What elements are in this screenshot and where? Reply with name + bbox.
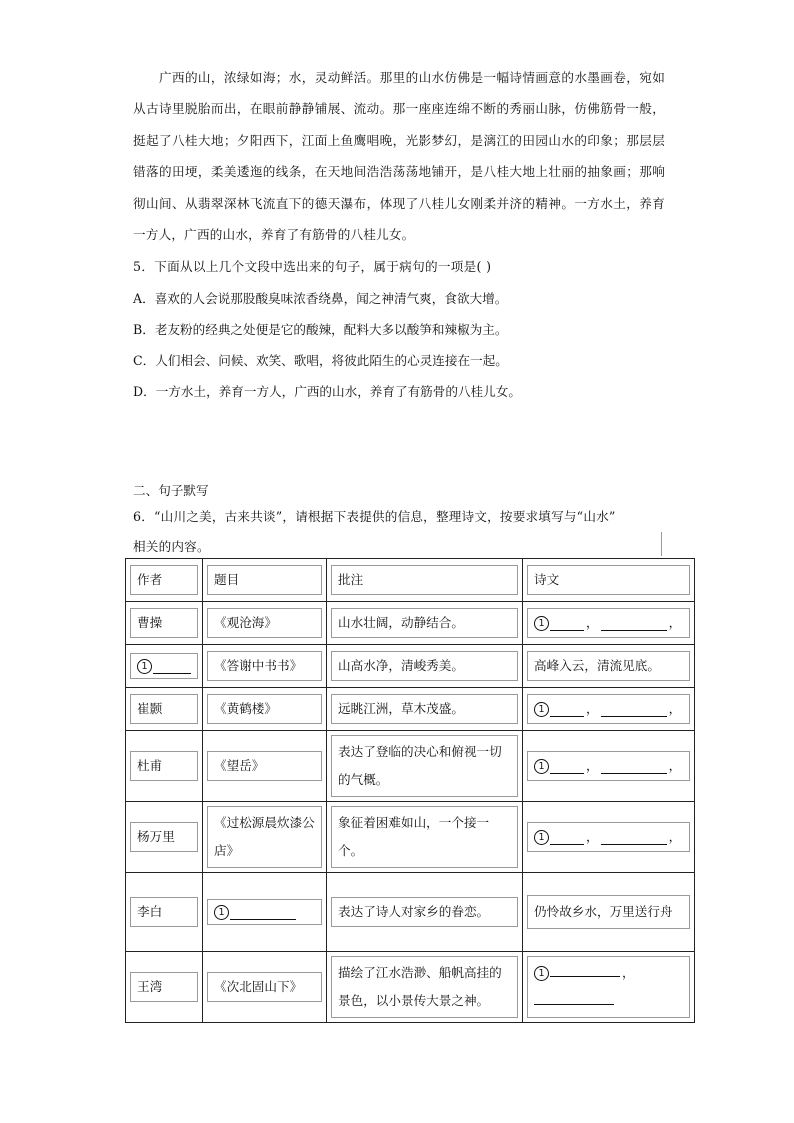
title-blank-cell[interactable]: 1: [207, 899, 322, 925]
author-cell: 王湾: [130, 972, 198, 1002]
divider: [661, 532, 662, 556]
option-a[interactable]: A．喜欢的人会说那股酸臭味浓香绕鼻，闻之神清气爽，食欲大增。: [133, 291, 508, 306]
option-c[interactable]: C．人们相会、问候、欢笑、歌唱，将彼此陌生的心灵连接在一起。: [133, 353, 508, 368]
poem-blank-cell[interactable]: 1 ， ，: [527, 822, 690, 852]
author-cell: 崔颢: [130, 694, 198, 724]
title-cell: 《黄鹤楼》: [207, 694, 322, 724]
title-cell: 《过松源晨炊漆公店》: [207, 806, 322, 868]
poem-cell: 仍怜故乡水，万里送行舟: [527, 895, 690, 929]
question-6-line1: 6．“山川之美，古来共谈”，请根据下表提供的信息，整理诗文，按要求填写与“山水”: [133, 509, 616, 524]
table-row: [126, 731, 695, 802]
table-row: [126, 602, 695, 645]
option-b[interactable]: B．老友粉的经典之处便是它的酸辣，配料大多以酸笋和辣椒为主。: [133, 322, 508, 337]
note-cell: 山高水净，清峻秀美。: [331, 651, 518, 681]
poem-blank-cell[interactable]: 1 ， ，: [527, 694, 690, 724]
reading-passage: [133, 62, 665, 250]
title-cell: 《次北固山下》: [207, 972, 322, 1002]
note-cell: 表达了诗人对家乡的眷恋。: [331, 897, 518, 927]
poem-cell: 高峰入云，清流见底。: [527, 651, 690, 681]
title-cell: 《答谢中书书》: [207, 651, 322, 681]
author-cell: 曹操: [130, 608, 198, 638]
header-author: 作者: [130, 565, 198, 595]
author-blank-cell[interactable]: 1: [130, 653, 198, 679]
table-row: [126, 645, 695, 688]
header-poem: 诗文: [527, 565, 690, 595]
header-note: 批注: [331, 565, 518, 595]
poem-blank-cell[interactable]: 1 ，: [527, 956, 690, 1018]
header-title: 题目: [207, 565, 322, 595]
note-cell: 描绘了江水浩渺、船帆高挂的景色，以小景传大景之神。: [331, 956, 518, 1018]
title-cell: 《望岳》: [207, 751, 322, 781]
question-6-line2: 相关的内容。: [133, 539, 210, 554]
table-row: [126, 802, 695, 873]
note-cell: 象征着困难如山，一个接一个。: [331, 806, 518, 868]
section-heading: 二、句子默写: [133, 483, 209, 498]
note-cell: 表达了登临的决心和俯视一切的气概。: [331, 735, 518, 797]
table-row: [126, 688, 695, 731]
question-5-stem: 5．下面从以上几个文段中选出来的句子，属于病句的一项是( ): [133, 259, 492, 274]
note-cell: 远眺江洲，草木茂盛。: [331, 694, 518, 724]
poem-blank-cell[interactable]: 1 ， ，: [527, 608, 690, 638]
table-row: [126, 873, 695, 952]
question-6: [133, 502, 667, 562]
option-d[interactable]: D．一方水土，养育一方人，广西的山水，养育了有筋骨的八桂儿女。: [133, 384, 521, 399]
table-header-row: [126, 559, 695, 602]
note-cell: 山水壮阔，动静结合。: [331, 608, 518, 638]
author-cell: 杨万里: [130, 822, 198, 852]
passage-text: 广西的山，浓绿如海；水，灵动鲜活。那里的山水仿佛是一幅诗情画意的水墨画卷，宛如从古诗里脱胎而出，在眼前静静铺展、流动。那一座座连绵不断的秀丽山脉，仿佛筋骨一般，挺起了八桂大地；夕阳西下，江面上鱼鹰唱晚，光影梦幻，是漓江的田园山水的印象；那层层错落的田埂，柔美逶迤的线条，在天地间浩浩荡荡地铺开，是八桂大地上壮丽的抽象画；那响彻山间、从翡翠深林飞流直下的德天瀑布，体现了八桂儿女刚柔并济的精神。一方水土，养育一方人，广西的山水，养育了有筋骨的八桂儿女。: [133, 70, 665, 243]
author-cell: 李白: [130, 897, 198, 927]
table-row: [126, 952, 695, 1023]
author-cell: 杜甫: [130, 751, 198, 781]
poem-table: [125, 558, 695, 1023]
title-cell: 《观沧海》: [207, 608, 322, 638]
poem-blank-cell[interactable]: 1 ， ，: [527, 751, 690, 781]
